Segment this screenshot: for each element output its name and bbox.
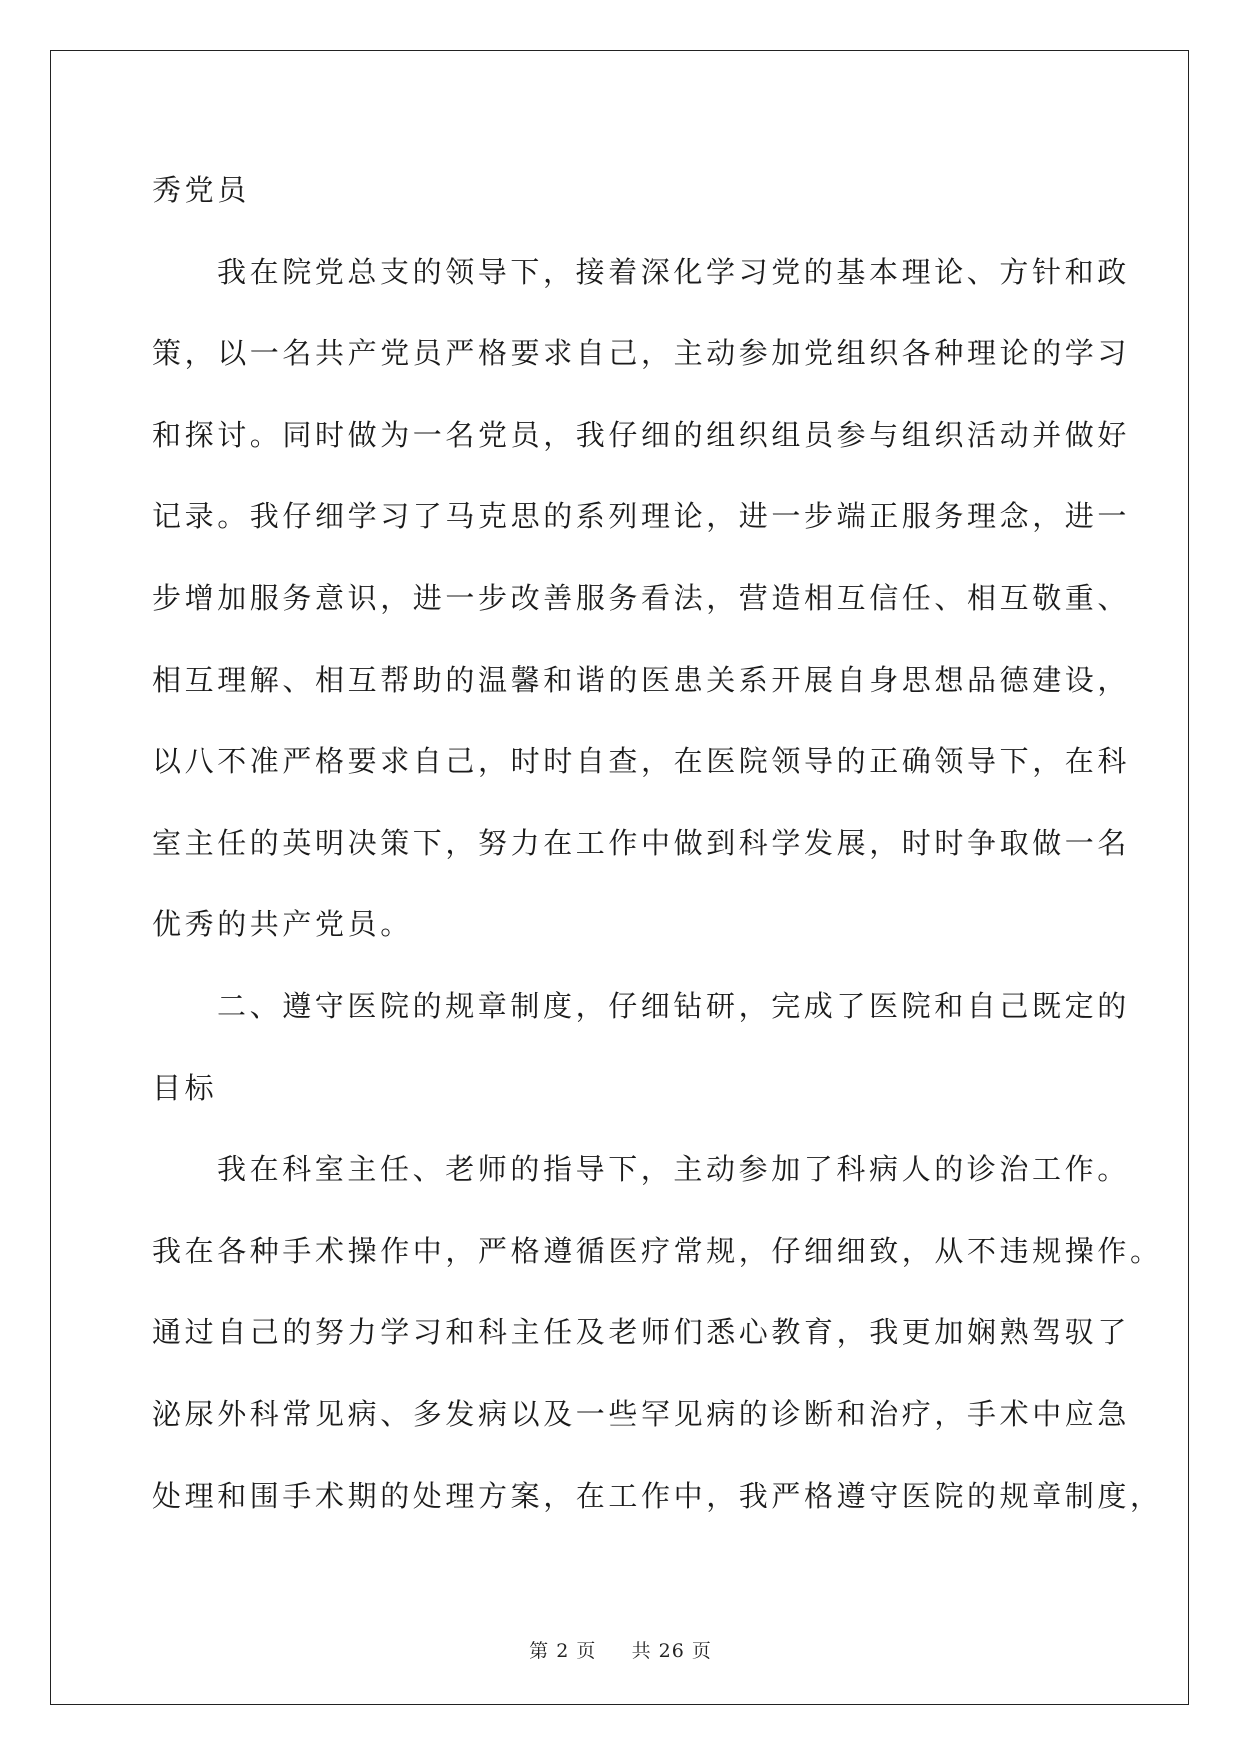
page-total: 共 26 页 — [631, 1640, 712, 1662]
body-line: 和探讨。同时做为一名党员，我仔细的组织组员参与组织活动并做好 — [152, 417, 1131, 452]
body-line: 我在科室主任、老师的指导下，主动参加了科病人的诊治工作。 — [217, 1152, 1130, 1187]
body-line: 秀党员 — [152, 173, 250, 207]
body-line: 通过自己的努力学习和科主任及老师们悉心教育，我更加娴熟驾驭了 — [152, 1315, 1131, 1350]
body-line: 策，以一名共产党员严格要求自己，主动参加党组织各种理论的学习 — [152, 336, 1131, 371]
body-line: 优秀的共产党员。 — [152, 907, 413, 942]
page-number: 第 2 页 — [529, 1640, 597, 1662]
body-line: 泌尿外科常见病、多发病以及一些罕见病的诊断和治疗，手术中应急 — [152, 1396, 1131, 1431]
body-line: 室主任的英明决策下，努力在工作中做到科学发展，时时争取做一名 — [152, 825, 1131, 860]
body-line: 记录。我仔细学习了马克思的系列理论，进一步端正服务理念，进一 — [152, 499, 1131, 534]
section-heading-line: 二、遵守医院的规章制度，仔细钻研，完成了医院和自己既定的 — [217, 988, 1130, 1023]
body-line: 我在院党总支的领导下，接着深化学习党的基本理论、方针和政 — [217, 254, 1130, 289]
body-line: 步增加服务意识，进一步改善服务看法，营造相互信任、相互敬重、 — [152, 580, 1131, 615]
body-line: 以八不准严格要求自己，时时自查，在医院领导的正确领导下，在科 — [152, 744, 1131, 779]
document-body — [152, 163, 1163, 1550]
body-line: 处理和围手术期的处理方案，在工作中，我严格遵守医院的规章制度， — [152, 1478, 1163, 1513]
body-line: 我在各种手术操作中，严格遵循医疗常规，仔细细致，从不违规操作。 — [152, 1233, 1163, 1268]
section-heading-line: 目标 — [152, 1070, 218, 1105]
page-footer — [0, 1636, 1241, 1663]
body-line: 相互理解、相互帮助的温馨和谐的医患关系开展自身思想品德建设， — [152, 662, 1131, 697]
